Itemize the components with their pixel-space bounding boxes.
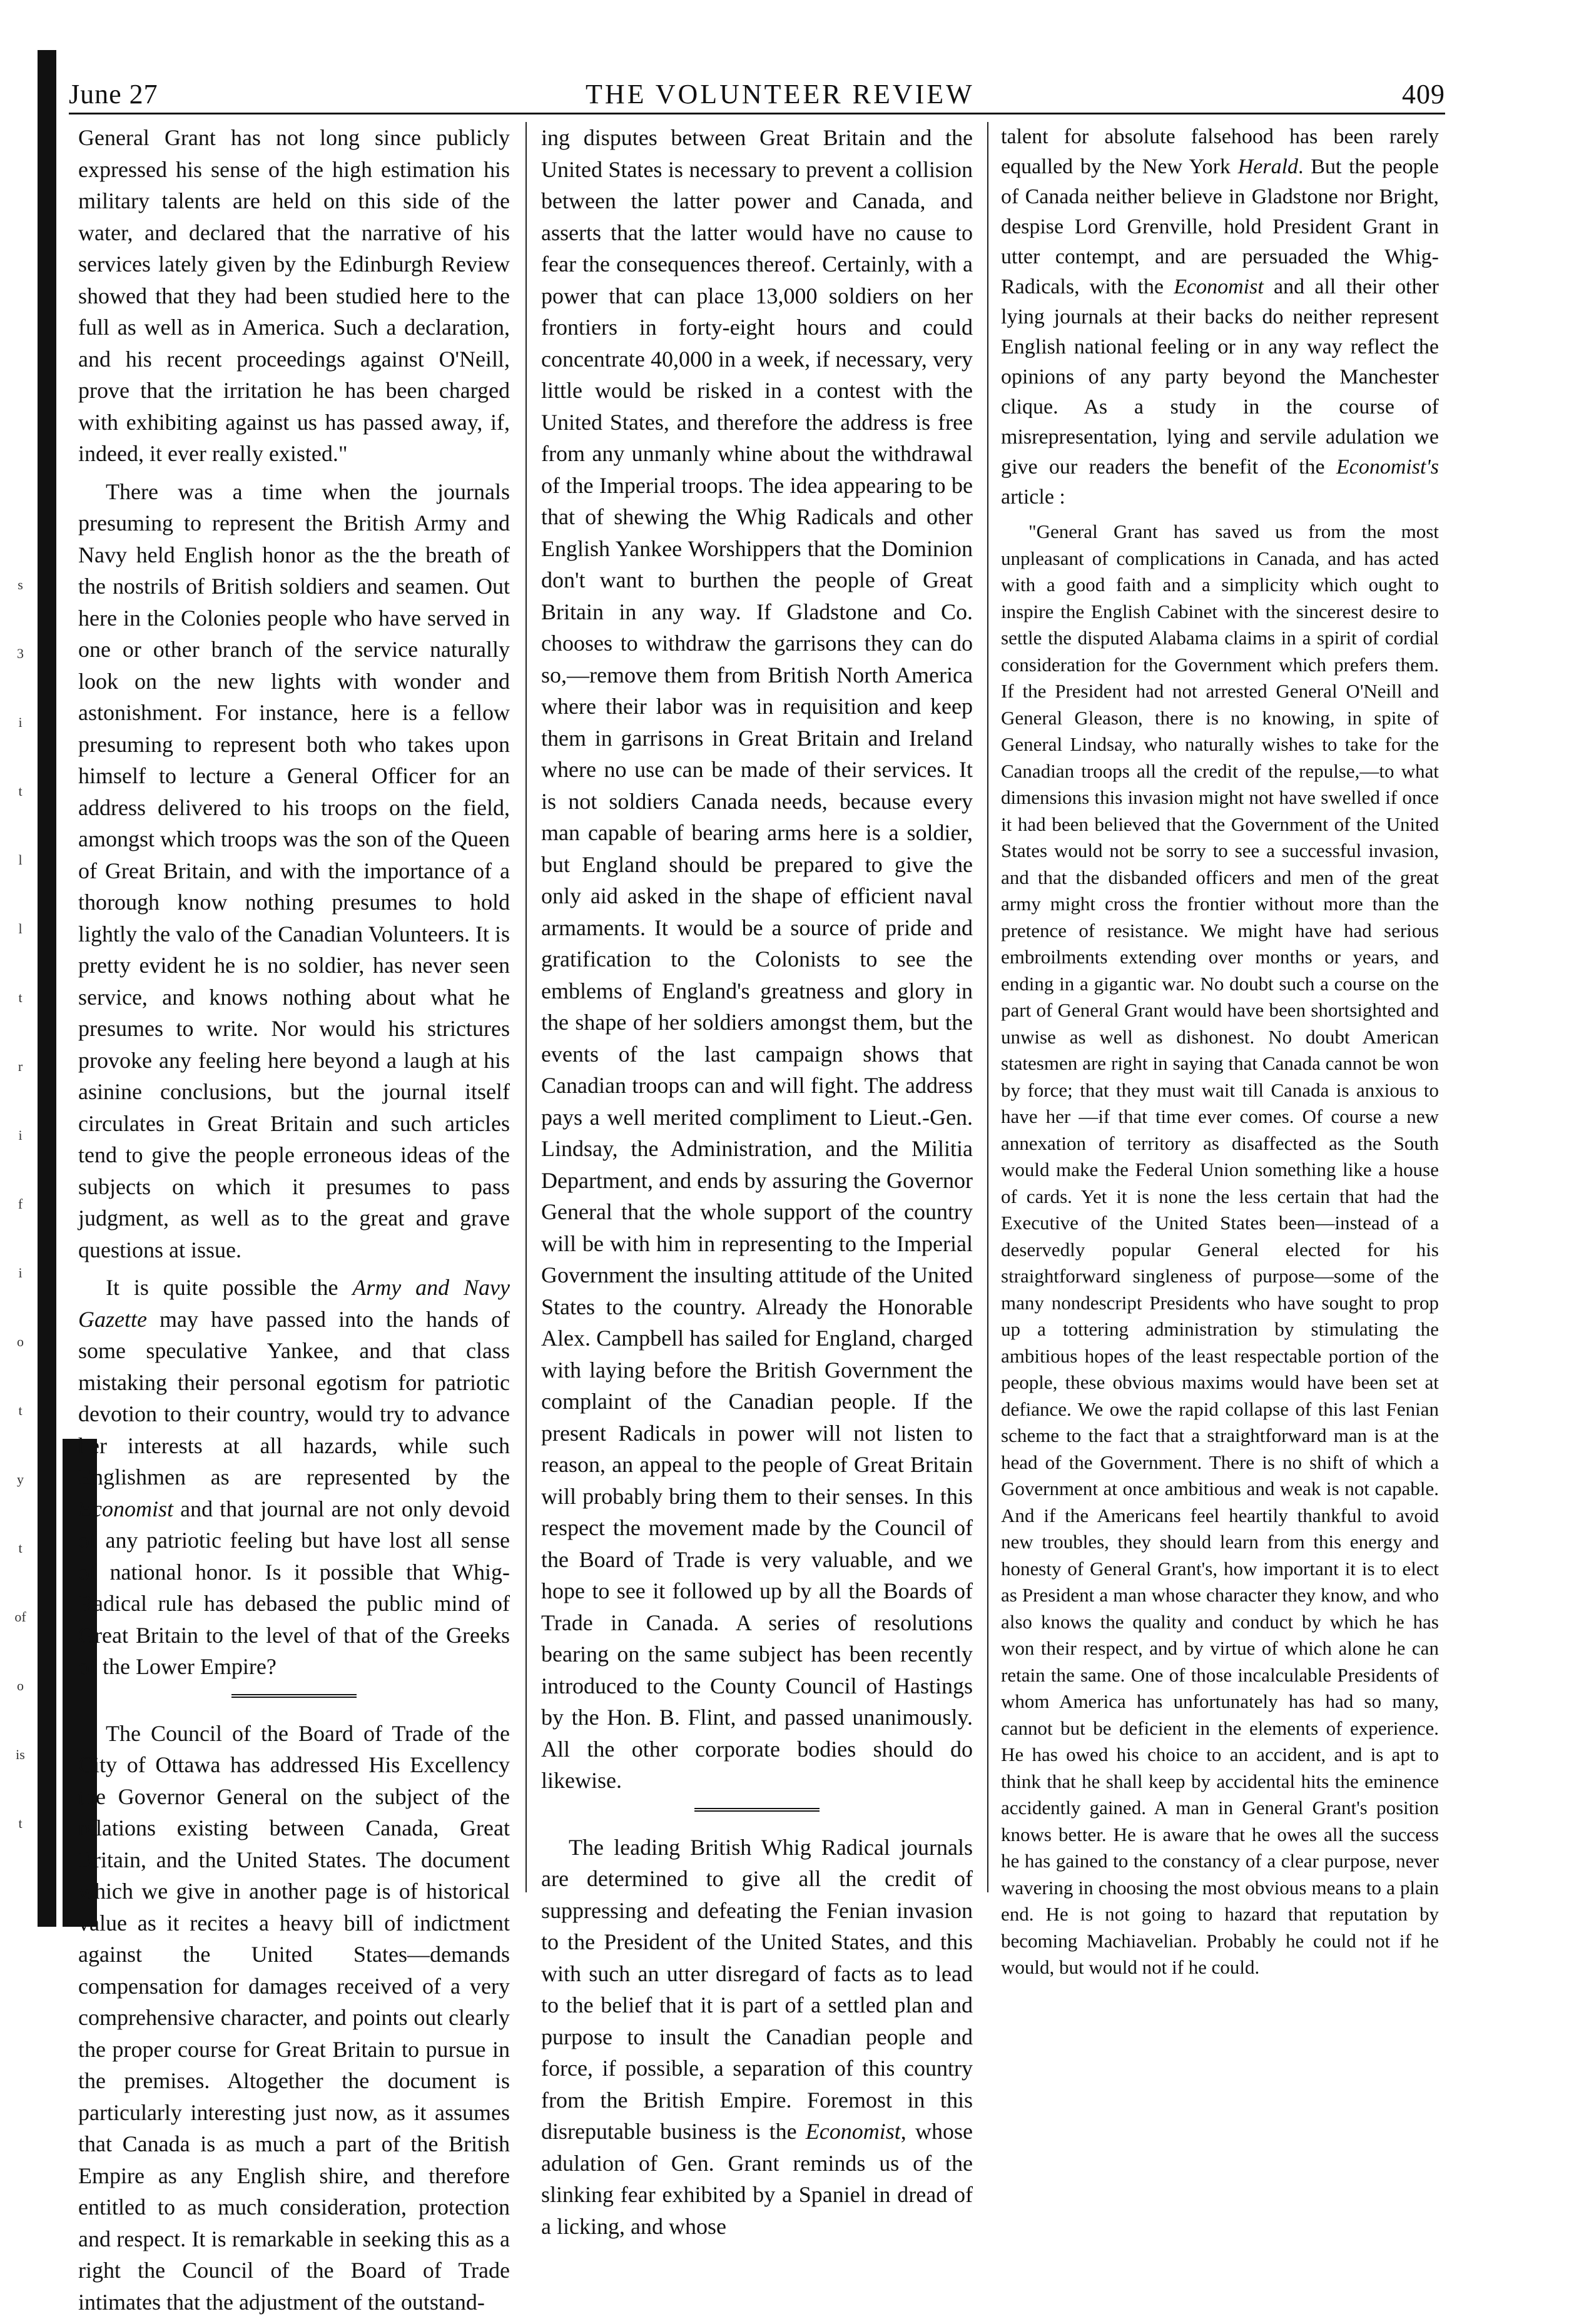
paragraph-gazette: It is quite possible the Army and Navy Gazette may have passed into the hands of some speculative Yankee, and that class mistaking their personal egotism for patriotic devotion to their country, would try to advance her interests at all hazards, while such Englishmen as are represented by the Economist and that journal are not only devoid of any patriotic feeling but have lost all sense of national honor. Is it possible that Whig-Radical rule has debased the public mind of Great Britain to the level of that of the Greeks of the Lower Empire?	[78, 1275, 510, 1679]
margin-mark: o	[17, 1678, 24, 1693]
margin-fragment-letters	[6, 551, 34, 1858]
margin-mark: t	[18, 990, 23, 1005]
paragraph-grant-quote-end: General Grant has not long since publicly expressed his sense of the high estimation his military talents are held on this side of the water, and declared that the narrative of his services lately given by the Edinburgh Review showed that they had been studied here to the full as well as in America. Such a declaration, and his recent proceedings against O'Neill, prove that the irritation he has been charged with exhibiting against us has passed away, if, indeed, it ever really existed."	[78, 125, 510, 466]
margin-mark: 3	[17, 646, 24, 661]
column-1	[78, 122, 510, 2324]
margin-mark: of	[14, 1609, 26, 1625]
margin-mark: r	[18, 1058, 23, 1074]
column-divider-1	[525, 122, 527, 1892]
column-3	[1001, 122, 1439, 1987]
economist-quotation: "General Grant has saved us from the most unpleasant of complications in Canada, and has acted with a good faith and a simplicity which ought to inspire the English Cabinet with the sincerest desire to settle the disputed Alabama claims in a spirit of cordial consideration for the Government which prefers them. If the President had not arrested General O'Neill and General Gleason, there is no knowing, in spite of General Lindsay, who naturally wishes to take for the Canadian troops all the credit of the repulse,—to what dimensions this invasion might not have swelled if once it had been believed that the Government of the United States would not be sorry to see a successful invasion, and that the disbanded officers and men of the great army might cross the frontier without more than the pretence of resistance. We might have had serious embroilments extending over months or years, and ending in a gigantic war. No doubt such a course on the part of General Grant would have been shortsighted and unwise as well as dishonest. No doubt American statesmen are right in saying that Canada cannot be won by force; that they must wait till Canada is anxious to have her —if that time ever comes. Of course a new annexation of territory as disaffected as the South would make the Federal Union something like a house of cards. Yet it is none the less certain that had the Executive of the United States been—instead of a deservedly popular General elected for his straightforward singleness of purpose—some of the many nondescript Presidents who have sought to prop up a tottering administration by stimulating the ambitious hopes of the least respectable portion of the people, these obvious maxims would have been set at defiance. We owe the rapid collapse of this last Fenian scheme to the fact that a straightforward man is at the head of the Government. There is no shift of which a Government at once ambitious and weak is not capable. And if the Americans feel heartily thankful to avoid new troubles, they should learn from this energy and honesty of General Grant's, how important it is to elect as President a man whose character they know, and who also knows the quality and conduct by which he has won their respect, and by virtue of which alone he can retain the same. One of those incalculable Presidents of whom America has unfortunately has had so many, cannot but be deficient in the elements of experience. He has owed his choice to an accident, and is apt to think that he shall keep by accidental hits the eminence accidently gained. A man in General Grant's position knows better. He is aware that he owes all the success he has gained to the constancy of a clear purpose, never wavering in choosing the most obvious means to a plain end. He is not going to hazard that reputation by becoming Machiavelian. Probably he could not if he would, but would not if he could.	[1001, 520, 1439, 1978]
margin-mark: t	[18, 783, 23, 799]
header-rule	[69, 113, 1445, 114]
margin-mark: i	[18, 714, 23, 730]
paragraph-disputes: ing disputes between Great Britain and the United States is necessary to prevent a collision between the latter power and Canada, and asserts that the latter would have no cause to fear the consequences thereof. Certainly, with a power that can place 13,000 soldiers on her frontiers in forty-eight hours and could concentrate 40,000 in a week, if necessary, very little would be risked in a contest with the United States, and therefore the address is free from any unmanly whine about the withdrawal of the Imperial troops. The idea appearing to be that of shewing the Whig Radicals and other English Yankee Worshippers that the Dominion don't want to burthen the people of Great Britain in any way. If Gladstone and Co. chooses to withdraw the garrisons they can do so,—remove them from British North America where their labor was in requisition and keep them in garrisons in Great Britain and Ireland where no use can be made of their services. It is not soldiers Canada needs, because every man capable of bearing arms here is a soldier, but England should be prepared to give the only aid asked in the shape of efficient naval armaments. It would be a source of pride and gratification to the Colonists to see the emblems of England's greatness and glory in the shape of her soldiers amongst them, but the events of the last campaign shows that Canadian troops can and will fight. The address pays a well merited compliment to Lieut.-Gen. Lindsay, the Administration, and the Militia Department, and ends by assuring the Governor General that the whole support of the country will be with him in representing to the Imperial Government the insulting attitude of the United States to the country. Already the Honorable Alex. Campbell has sailed for England, charged with laying before the British Government the complaint of the Canadian people. If the present Radicals in power will not listen to reason, an appeal to the people of Great Britain will probably bring them to their senses. In this respect the movement made by the Council of the Board of Trade is very valuable, and we hope to see it followed up by all the Boards of Trade in Canada. A series of resolutions bearing on the same subject has been recently introduced to the County Council of Hastings by the Hon. B. Flint, and passed unanimously. All the other corporate bodies should do likewise.	[541, 125, 973, 1793]
section-separator	[694, 1808, 820, 1818]
section-separator	[231, 1694, 357, 1704]
paragraph-army-navy-journals: There was a time when the journals presuming to represent the British Army and Navy held English honor as the the breath of the nostrils of British soldiers and seamen. Out here in the Colonies people who have served in one or other branch of the service naturally look on the new lights with wonder and astonishment. For instance, here is a fellow presuming to represent both who takes upon himself to lecture a General Officer for an address delivered to his troops on the field, amongst which troops was the son of the Queen of Great Britain, and with the importance of a thorough know nothing presumes to hold lightly the valo of the Canadian Volunteers. It is pretty evident he is no soldier, has never seen service, and knows nothing about what he presumes to write. Nor would his strictures provoke any feeling here beyond a laugh at his asinine conclusions, but the journal itself circulates in Great Britain and such articles tend to give the people erroneous ideas of the subjects on which it presumes to pass judgment, as well as to the great and grave questions at issue.	[78, 479, 510, 1262]
paragraph-falsehood: talent for absolute falsehood has been rarely equalled by the New York Herald. But the people of Canada neither believe in Gladstone nor Bright, despise Lord Grenville, hold President Grant in utter contempt, and are persuaded the Whig-Radicals, with the Economist and all their other lying journals at their backs do neither represent English national feeling or in any way reflect the opinions of any party beyond the Manchester clique. As a study in the course of misrepresentation, lying and servile adulation we give our readers the benefit of the Economist's article :	[1001, 125, 1439, 509]
margin-mark: f	[18, 1196, 23, 1212]
margin-mark: t	[18, 1403, 23, 1418]
header-title: THE VOLUNTEER REVIEW	[585, 79, 975, 109]
page-header	[69, 78, 1445, 122]
column-divider-2	[987, 122, 988, 1892]
margin-mark: l	[18, 852, 23, 868]
binding-edge-shadow	[38, 50, 56, 1927]
margin-mark: o	[17, 1334, 24, 1349]
header-date: June 27	[69, 79, 158, 109]
margin-mark: i	[18, 1127, 23, 1143]
paragraph-board-of-trade: The Council of the Board of Trade of the City of Ottawa has addressed His Excellency the Governor General on the subject of the relations existing between Canada, Great Britain, and the United States. The document which we give in another page is of historical value as it recites a heavy bill of indictment against the United States—demands compensation for damages received of a very comprehensive character, and points out clearly the proper course for Great Britain to pursue in the premises. Altogether the document is particularly interesting just now, as it assumes that Canada is as much a part of the British Empire as any English shire, and therefore entitled to as much consideration, protection and respect. It is remarkable in seeking this as a right the Council of the Board of Trade intimates that the adjustment of the outstand-	[78, 1720, 510, 2315]
margin-mark: i	[18, 1265, 23, 1281]
column-2	[541, 122, 973, 2248]
margin-mark: y	[17, 1471, 24, 1487]
margin-mark: s	[18, 577, 23, 592]
margin-mark: l	[18, 921, 23, 936]
margin-mark: is	[16, 1747, 25, 1762]
margin-mark: t	[18, 1540, 23, 1556]
paragraph-whig-radical-journals: The leading British Whig Radical journals are determined to give all the credit of suppressing and defeating the Fenian invasion to the President of the United States, and this with such an utter disregard of facts as to lead to the belief that it is part of a settled plan and purpose to insult the Canadian people and force, if possible, a separation of this country from the British Empire. Foremost in this disreputable business is the Economist, whose adulation of Gen. Grant reminds us of the slinking fear exhibited by a Spaniel in dread of a licking, and whose	[541, 1834, 973, 2239]
margin-mark: t	[18, 1815, 23, 1831]
page-number: 409	[1402, 79, 1445, 109]
